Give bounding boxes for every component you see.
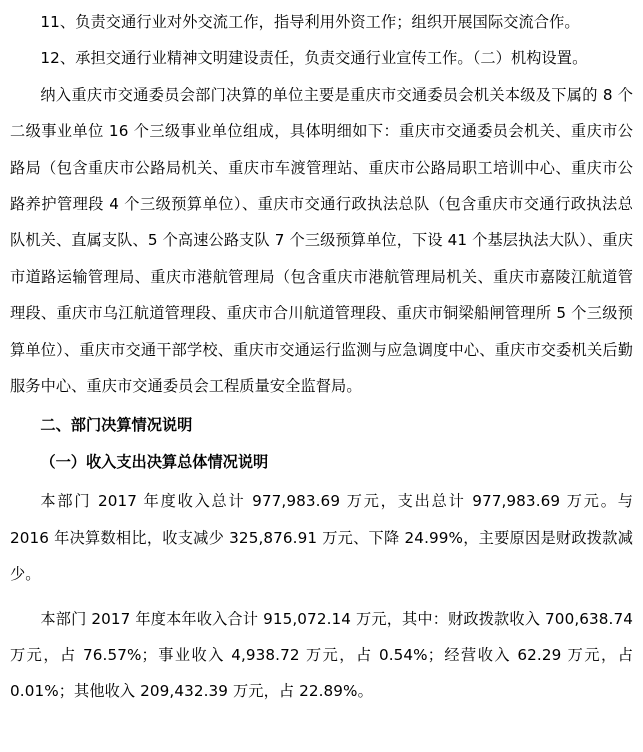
paragraph-budget-units: 纳入重庆市交通委员会部门决算的单位主要是重庆市交通委员会机关本级及下属的 8 个二级事业单位 16 个三级事业单位组成，具体明细如下：重庆市交通委员会机关、重庆市公路局（包含重庆市公路局机关、重庆市车渡管理站、重庆市公路局职工培训中心、重庆市公路养护管理段 4 个三级预算单位）、重庆市交通行政执法总队（包含重庆市交通行政执法总队机关、直属支队、5 个高速公路支队 7 个三级预算单位，下设 41 个基层执法大队）、重庆市道路运输管理局、重庆市港航管理局（包含重庆市港航管理局机关、重庆市嘉陵江航道管理段、重庆市乌江航道管理段、重庆市合川航道管理段、重庆市铜梁船闸管理所 5 个三级预算单位）、重庆市交通干部学校、重庆市交通运行监测与应急调度中心、重庆市交委机关后勤服务中心、重庆市交通委员会工程质量安全监督局。: [10, 85, 633, 396]
paragraph-revenue-breakdown: 本部门 2017 年度本年收入合计 915,072.14 万元，其中：财政拨款收入 700,638.74 万元，占 76.57%；事业收入 4,938.72 万元，占 0.54%；经营收入 62.29 万元，占 0.01%；其他收入 209,432.39 万元，占 22.89%。: [10, 609, 633, 701]
paragraph-item-11: 11、负责交通行业对外交流工作，指导利用外资工作；组织开展国际交流合作。: [40, 13, 580, 31]
paragraph-total-revenue-expenditure: 本部门 2017 年度收入总计 977,983.69 万元，支出总计 977,983.69 万元。与 2016 年决算数相比，收支减少 325,876.91 万元、下降 24.99%，主要原因是财政拨款减少。: [10, 492, 633, 584]
paragraph-item-12: 12、承担交通行业精神文明建设责任，负责交通行业宣传工作。（二）机构设置。: [40, 49, 588, 68]
heading-section-2-1: （一）收入支出决算总体情况说明: [40, 452, 269, 471]
heading-section-2: 二、部门决算情况说明: [40, 416, 193, 435]
section-spacer-3: [10, 593, 633, 601]
